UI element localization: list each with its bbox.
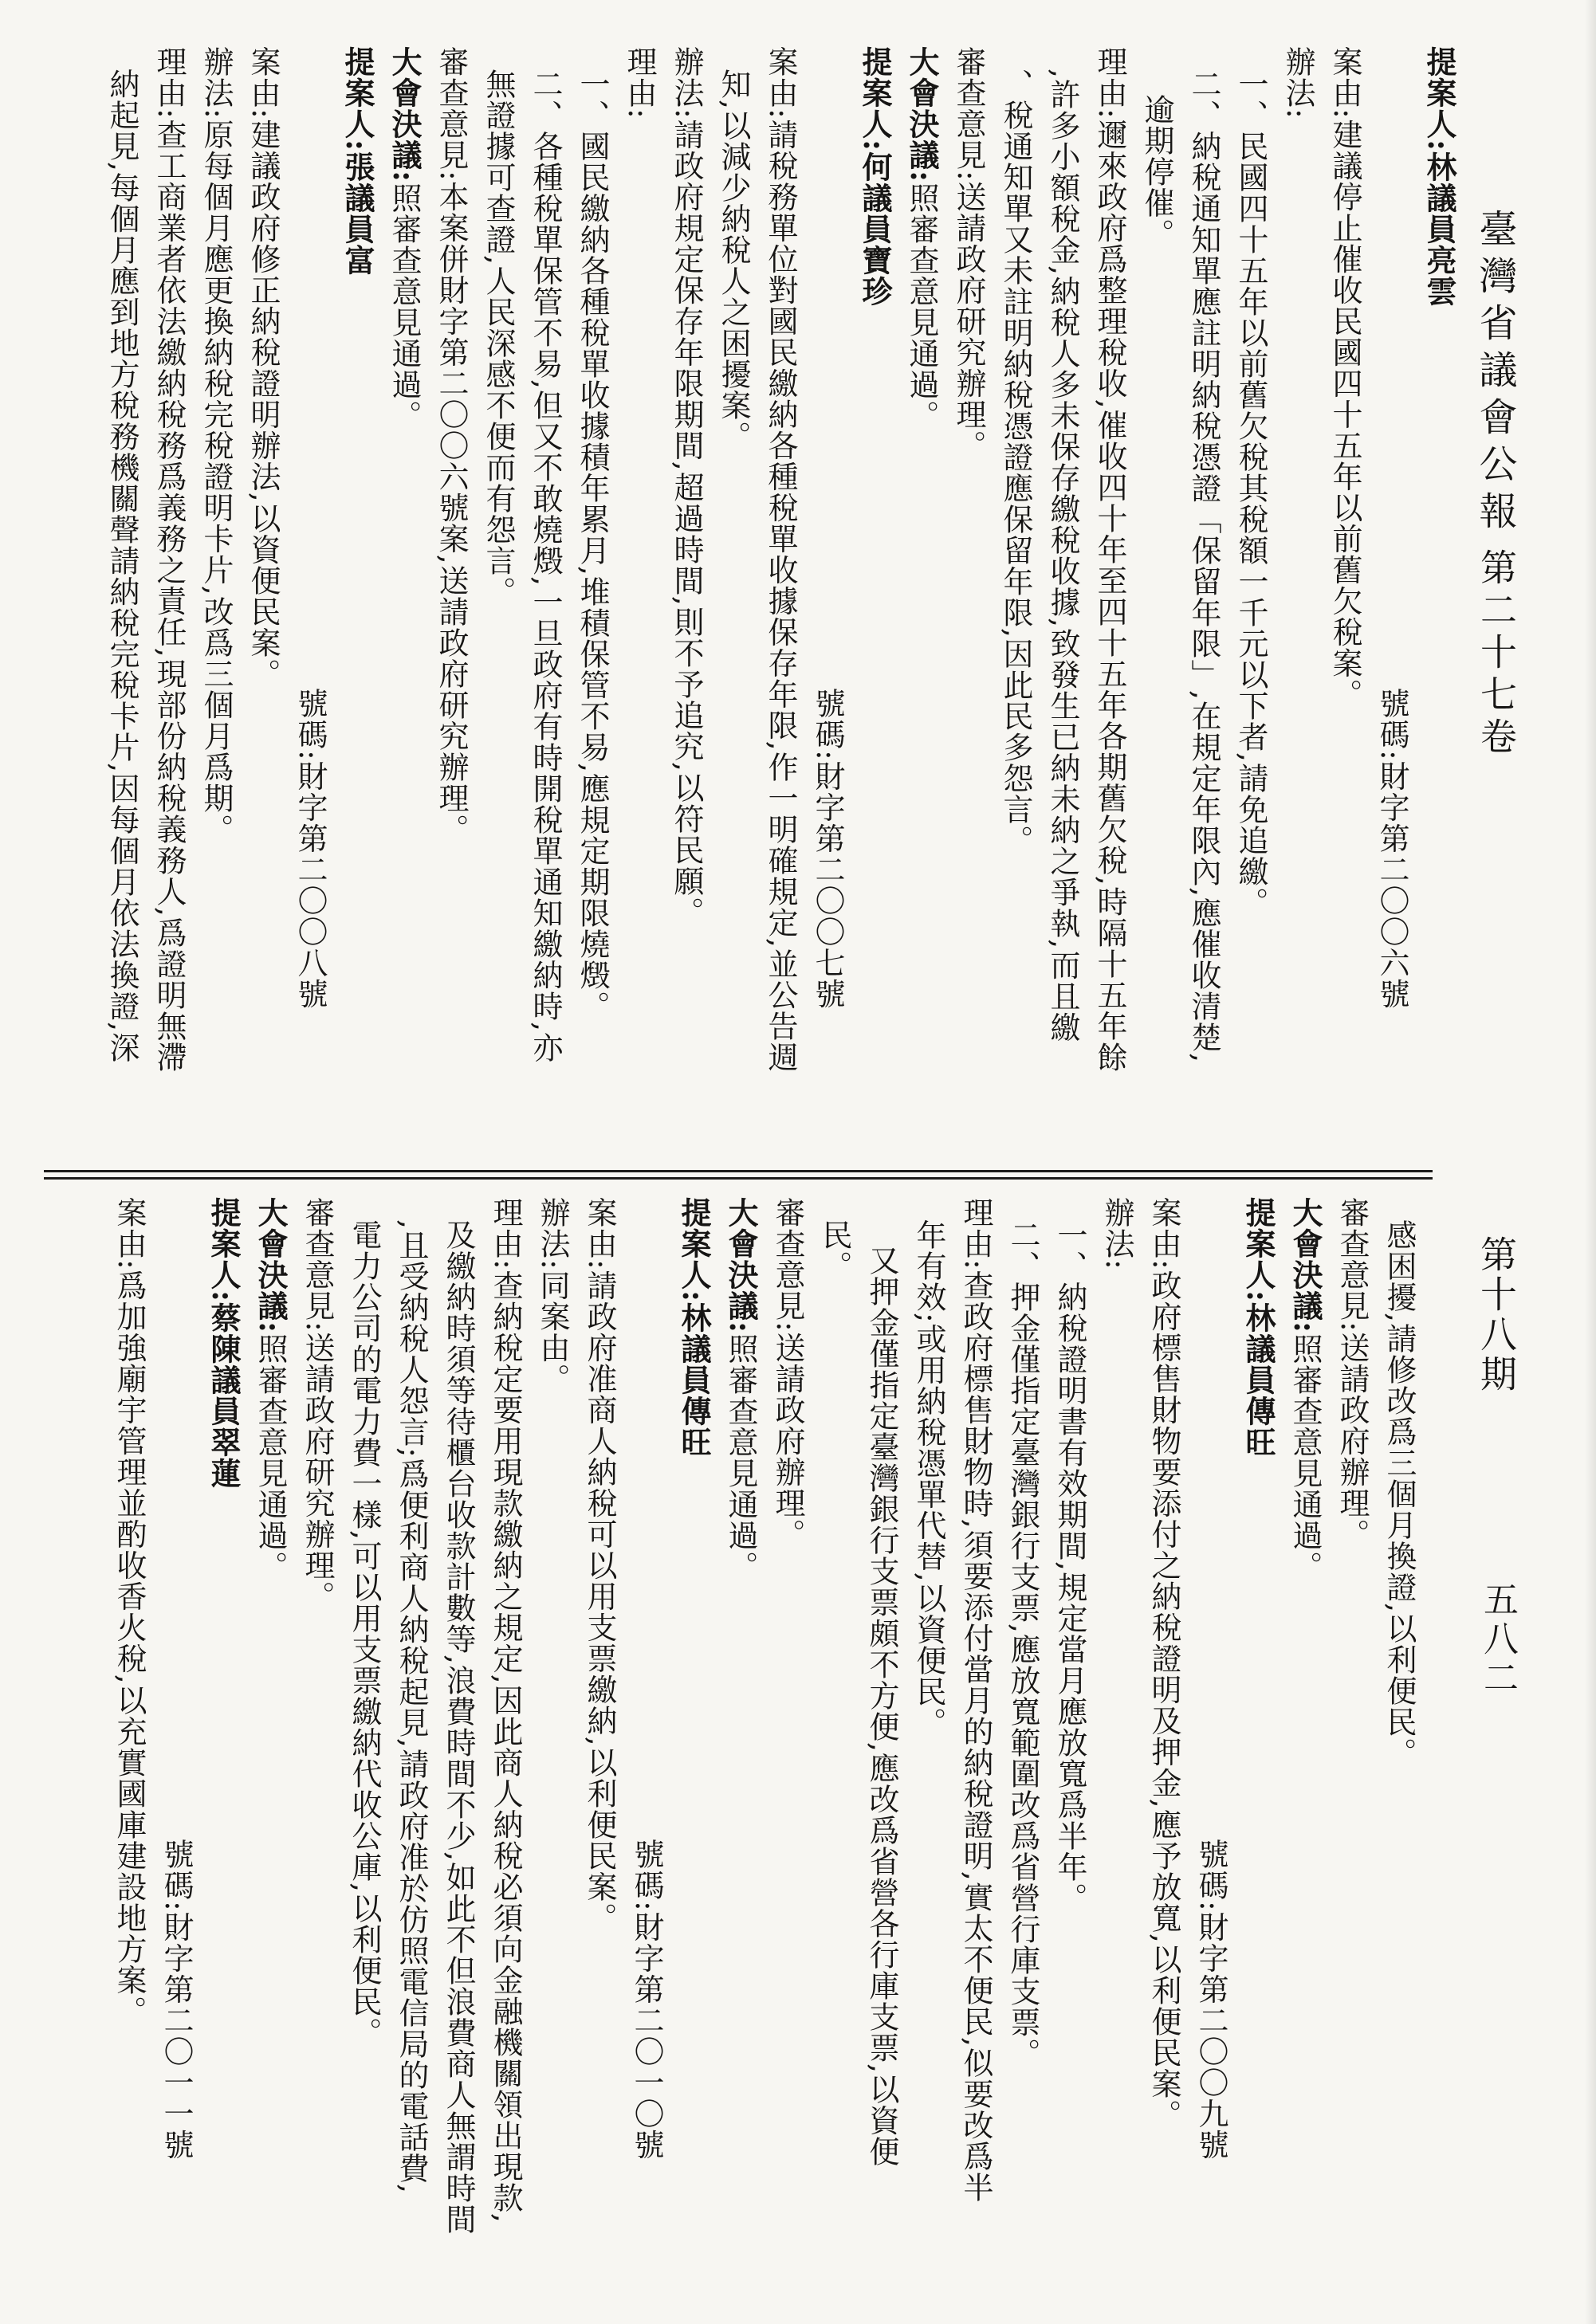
field-value: 照審查意見通過。 [253, 1333, 288, 1583]
text-column: 號碼:財字第二〇一〇號 [629, 1839, 664, 2161]
text-column: 辦法:原每個月應更換納稅完稅證明卡片,改爲三個月爲期。 [199, 46, 234, 845]
text-column [723, 1197, 759, 2313]
page-number: 五八二 [1477, 1581, 1518, 1698]
field-value: 照審查意見通過。 [1287, 1333, 1323, 1583]
text-column: 知,以減少納稅人之困擾案。 [716, 69, 751, 453]
text-column: 二、押金僅指定臺灣銀行支票,應放寬範圍改爲省營行庫支票。 [1005, 1219, 1040, 2070]
text-column: 提案人:何議員寶珍 [857, 46, 893, 308]
top-section [64, 46, 1457, 1162]
text-column: 號碼:財字第二〇一一號 [159, 1839, 194, 2161]
text-column: 理由:查納稅定要用現款繳納之規定,因此商人納稅必須向金融機關領出現款, [488, 1197, 523, 2224]
text-column: 號碼:財字第二〇〇九號 [1193, 1839, 1228, 2161]
text-column: 理由:邇來政府爲整理稅收,催收四十年至四十五年各期舊欠稅,時隔十五年餘 [1092, 46, 1127, 1073]
text-column: 提案人:蔡陳議員翠蓮 [206, 1197, 242, 1490]
text-column: 辦法: [1280, 46, 1315, 120]
text-column: 案由:請政府准商人納稅可以用支票繳納,以利便民案。 [582, 1197, 617, 1933]
text-column: 一、國民繳納各種稅單收據積年累月,堆積保管不易,應規定期限燒燬。 [575, 69, 610, 1023]
field-label: 大會決議: [387, 46, 423, 183]
text-column: 審查意見:送請政府辦理。 [770, 1197, 805, 1550]
section-divider-line-lower [44, 1177, 1433, 1180]
text-column: 理由:查政府標售財物時,須要添付當月的納稅證明,實太不便民,似要改爲半 [958, 1197, 993, 2204]
field-value: 照審查意見通過。 [904, 183, 939, 432]
field-value: 照審查意見通過。 [723, 1333, 758, 1583]
text-column: 感困擾,請修改爲三個月換證,以利便民。 [1382, 1219, 1417, 1769]
text-column [387, 46, 423, 1162]
text-column: 提案人:林議員亮雲 [1421, 46, 1457, 308]
section-divider-line-upper [44, 1170, 1433, 1172]
scan-edge-shadow [1585, 0, 1596, 2324]
text-column: 理由: [622, 46, 657, 120]
text-column: 案由:建議政府修正納稅證明辦法,以資便民案。 [246, 46, 281, 689]
text-column: 號碼:財字第二〇〇六號 [1374, 688, 1409, 1010]
right-margin-masthead [1459, 0, 1523, 2324]
field-label: 大會決議: [723, 1197, 759, 1334]
text-column: 電力公司的電力費一樣,可以用支票繳納代收公庫,以利便民。 [347, 1219, 382, 2049]
text-column: 二、各種稅單保管不易,但又不敢燒燬,一旦政府有時開稅單通知繳納時,亦 [528, 69, 563, 1064]
bottom-section [64, 1197, 1417, 2313]
journal-title: 臺灣省議會公報 [1472, 209, 1517, 538]
text-column: 案由:請稅務單位對國民繳納各種稅單收據保存年限,作一明確規定,並公告週 [763, 46, 798, 1073]
text-column [904, 46, 940, 1162]
text-column: 案由:建議停止催收民國四十五年以前舊欠稅案。 [1327, 46, 1362, 710]
text-column: 號碼:財字第二〇〇八號 [293, 688, 328, 1010]
text-column: 提案人:林議員傳旺 [676, 1197, 712, 1458]
text-column [1287, 1197, 1323, 2313]
text-column: 無證據可查證,人民深感不便而有怨言。 [481, 69, 516, 608]
text-column: 號碼:財字第二〇〇七號 [810, 688, 845, 1010]
text-column [253, 1197, 289, 2313]
text-column: 逾期停催。 [1139, 94, 1174, 249]
text-column: 一、納稅證明書有效期間,規定當月應放寬爲半年。 [1052, 1219, 1087, 1914]
text-column: 提案人:張議員富 [340, 46, 375, 277]
issue-label: 第十八期 [1475, 1235, 1518, 1395]
text-column: 納起見,每個月應到地方稅務機關聲請納稅完稅卡片,因每個月依法換證,深 [104, 69, 140, 1064]
text-column: ,且受納稅人怨言;爲便利商人納稅起見,請政府准於仿照電信局的電話費, [394, 1219, 429, 2195]
text-column: 案由:爲加強廟宇管理並酌收香火稅,以充實國庫建設地方案。 [112, 1197, 147, 2027]
text-column: 審查意見:本案併財字第二〇〇六號案,送請政府研究辦理。 [434, 46, 469, 845]
text-column: 審查意見:送請政府辦理。 [1335, 1197, 1370, 1550]
text-column: 、稅通知單又未註明納稅憑證應保留年限,因此民多怨言。 [998, 69, 1033, 857]
text-column: 辦法: [1099, 1197, 1134, 1270]
field-value: 照審查意見通過。 [387, 183, 422, 432]
field-label: 大會決議: [1287, 1197, 1323, 1334]
text-column: 辦法:同案由。 [535, 1197, 570, 1395]
text-column: 二、納稅通知單應註明納稅憑證「保留年限」,在規定年限內,應催收清楚, [1186, 69, 1221, 1064]
volume-label: 第二十七卷 [1475, 548, 1518, 760]
text-column: ,許多小額稅金,納稅人多未保存繳稅收據,致發生已納未納之爭執,而且繳 [1045, 69, 1080, 1043]
text-column: 提案人:林議員傳旺 [1240, 1197, 1276, 1458]
text-column: 民。 [817, 1219, 852, 1282]
text-column: 辦法:請政府規定保存年限期間,超過時間,則不予追究,以符民願。 [669, 46, 704, 928]
field-label: 大會決議: [253, 1197, 289, 1334]
text-column: 審查意見:送請政府研究辦理。 [300, 1197, 335, 1612]
text-column: 案由:政府標售財物要添付之納稅證明及押金,應予放寬,以利便民案。 [1146, 1197, 1181, 2130]
field-label: 大會決議: [904, 46, 940, 183]
text-column: 又押金僅指定臺灣銀行支票頗不方便,應改爲省營各行庫支票,以資便 [864, 1245, 899, 2168]
text-column: 年有效;或用納稅憑單代替,以資便民。 [911, 1219, 946, 1738]
text-column: 及繳納時須等待櫃台收款計數等,浪費時間不少,如此不但浪費商人無謂時間 [441, 1219, 476, 2236]
text-column: 理由:查工商業者依法繳納稅務爲義務之責任,現部份納稅義務人,爲證明無滯 [151, 46, 187, 1073]
text-column: 一、民國四十五年以前舊欠稅其稅額一千元以下者,請免追繳。 [1233, 69, 1268, 919]
text-column: 審查意見:送請政府研究辦理。 [951, 46, 986, 461]
